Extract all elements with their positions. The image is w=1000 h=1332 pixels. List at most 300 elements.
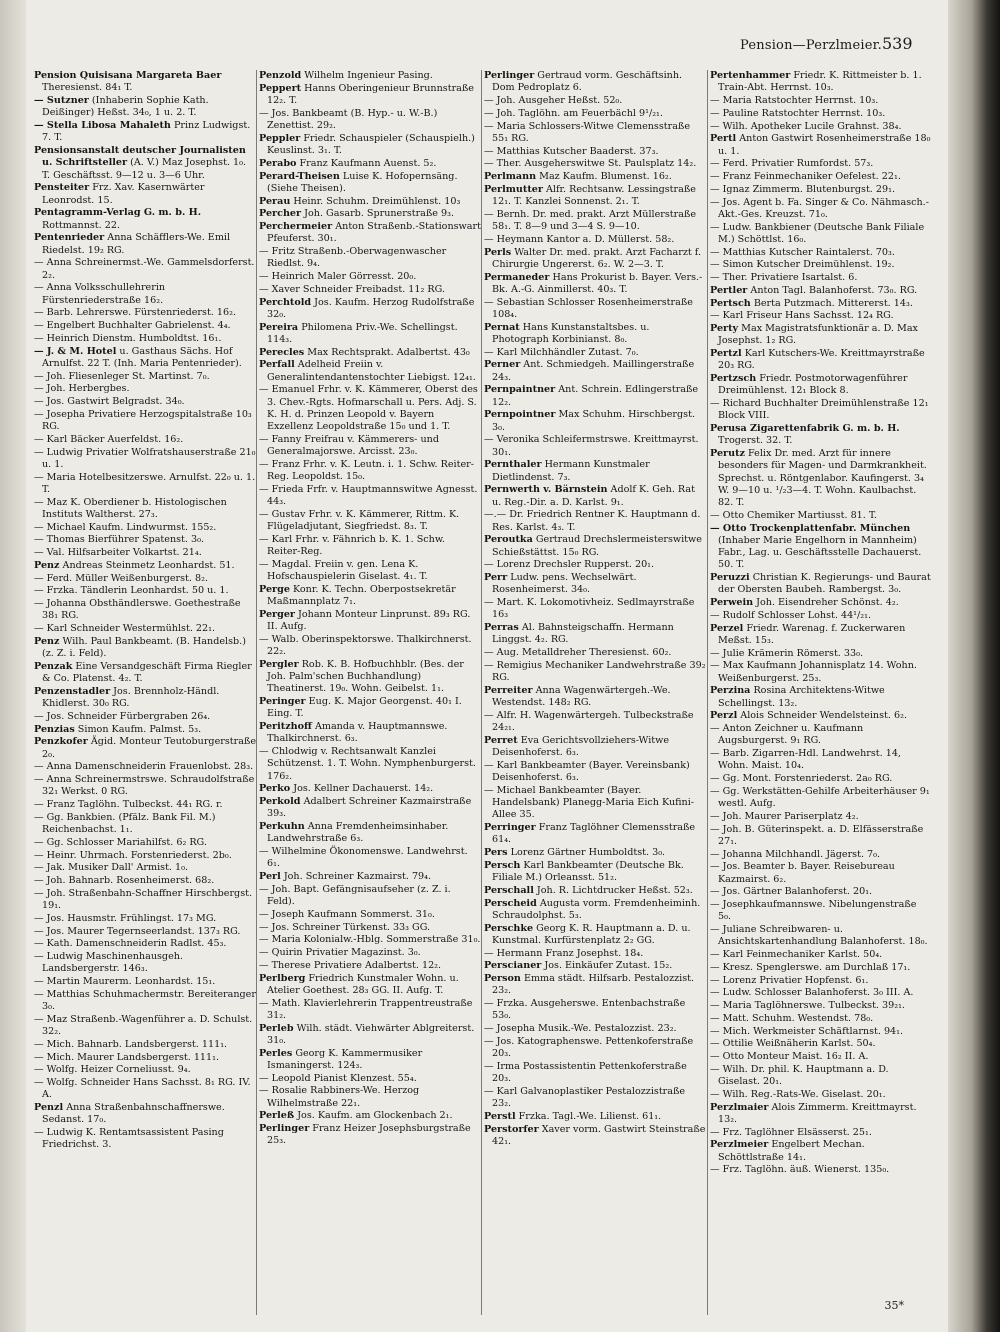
directory-entry [259,384,481,433]
entry-details: — Val. Hilfsarbeiter Volkartst. 21₄. [34,547,202,558]
directory-entry [484,760,706,785]
directory-entry [34,1064,256,1076]
entry-details: Anton Gastwirt Rosenheimerstraße 18₀ u. 1. [718,133,931,157]
entry-details: — Gg. Bankbien. (Pfälz. Bank Fil. M.) Reichenbachst. 1₁. [34,811,216,835]
entry-details: — Math. Klavierlehrerin Trappentreustraße 31₂. [259,997,473,1021]
directory-entry [259,1073,481,1085]
entry-details: — Joseph Kaufmann Sommerst. 31₀. [259,908,435,920]
directory-entry [34,320,256,332]
entry-details: — Joh. Ausgeher Heßst. 52₀. [484,95,623,106]
page-header [740,34,920,64]
entry-details: — Jos. Katographenswe. Pettenkoferstraße 20₃. [484,1035,694,1059]
directory-entry [484,822,706,847]
entry-details: Theresienst. 84₁ T. [42,82,133,94]
entry-details: — Josepha Privatiere Herzogspitalstraße 10₃ RG. [34,408,252,432]
entry-details: Ägid. Monteur Teutoburgerstraße 2₀. [42,736,256,760]
entry-details: — Pauline Ratstochter Herrnst. 10₃. [710,107,886,119]
entry-details: — Alfr. H. Wagenwärtergeh. Tulbeckstraße 24₂₁. [484,709,694,733]
entry-details: Ant. Schmiedgeh. Maillingerstraße 24₃. [492,359,695,383]
directory-entry [259,246,481,271]
directory-entry [34,976,256,988]
entry-name: Peroutka [484,534,533,546]
entry-details: Joh. Eisendreher Schönst. 4₂. [753,597,899,608]
entry-name: Perringer [484,822,536,833]
directory-entry [484,409,706,434]
entry-details: — Maria Schlossers-Witwe Clemensstraße 55₁ RG. [484,120,691,144]
entry-name: Perleb [259,1022,294,1034]
directory-entry [34,989,256,1014]
entry-details: Hanns Oberingenieur Brunnstraße 12₂. T. [267,82,474,106]
directory-entry [34,938,256,950]
directory-entry [259,947,481,959]
directory-entry [710,70,932,95]
entry-details: Wilhelm Ingenieur Pasing. [301,70,433,81]
directory-entry [710,597,932,609]
entry-name: Pertler [710,284,748,296]
directory-entry [259,934,481,946]
directory-entry [259,459,481,484]
entry-details: Friedrich Kunstmaler Wohn. u. Atelier Goethest. 28₃ GG. II. Aufg. T. [267,972,459,996]
directory-entry [484,572,706,597]
entry-details: — Lorenz Drechsler Rupperst. 20₁. [484,559,655,571]
entry-name: Pentenrieder [34,232,105,244]
entry-details: — Fanny Freifrau v. Kämmerers- und Generalmajorswe. Arcisst. 23₀. [259,433,439,457]
entry-details: — Matthias Schuhmachermstr. Bereiteranger 3₀. [34,988,256,1012]
directory-entry [484,234,706,246]
directory-entry [34,409,256,434]
entry-details: — Kresz. Spenglerswe. am Durchlaß 17₁. [710,961,911,973]
entry-details: — Lorenz Privatier Hopfenst. 6₁. [710,974,869,986]
entry-details: Amanda v. Hauptmannswe. Thalkirchnerst. 6₃. [267,721,448,745]
entry-name: Pernat [484,321,520,333]
directory-entry [259,909,481,921]
entry-details: — Hermann Franz Josephst. 18₄. [484,947,644,959]
entry-details: Karl Kutschers-We. Kreittmayrstraße 20₃ RG. [718,348,925,372]
entry-details: — Richard Buchhalter Dreimühlenstraße 12₁ Block VIII. [710,398,929,422]
directory-entry [710,323,932,348]
directory-entry [34,686,256,711]
directory-entry [484,1061,706,1086]
directory-entry [484,785,706,822]
directory-entry [259,559,481,584]
entry-details: (Inhaber Marie Engelhorn in Mannheim) Fabr., Lag. u. Geschäftsstelle Dachauerst. 50. T. [718,534,922,571]
entry-details: Christian K. Regierungs- und Baurat der Obersten Baubeh. Rambergst. 3₀. [718,572,931,596]
entry-details: Engelbert Mechan. Schöttlstraße 14₁. [718,1139,865,1163]
directory-entry [259,584,481,609]
directory-entry [34,661,256,686]
entry-details: Ant. Schrein. Edlingerstraße 12₂. [492,384,699,408]
directory-entry [484,860,706,885]
entry-name: Perstorfer [484,1123,539,1135]
entry-name: Pertenhammer [710,70,791,81]
entry-details: Franz Kaufmann Auenst. 5₂. [296,157,437,169]
entry-details: Hermann Kunstmaler Dietlindenst. 7₃. [492,459,650,483]
entry-name: Perusa Zigarettenfabrik G. m. b. H. [710,423,900,434]
entry-details: — Thomas Bierführer Spatenst. 3₀. [34,534,204,546]
directory-entry [259,322,481,347]
entry-name: Perlmann [484,171,537,182]
entry-details: — Joh. Fliesenleger St. Martinst. 7₀. [34,370,210,382]
directory-entry [710,1139,932,1164]
entry-details: — Gg. Mont. Forstenriederst. 2a₀ RG. [710,773,893,784]
directory-entry [484,384,706,409]
entry-details: Alois Schneider Wendelsteinst. 6₂. [737,710,907,722]
directory-entry [710,222,932,247]
directory-entry [34,1052,256,1064]
directory-entry [710,1038,932,1050]
directory-entry [710,1164,932,1176]
entry-details: Rottmannst. 22. [42,219,121,231]
entry-details: — Jos. Maurer Tegernseerlandst. 137₃ RG. [34,925,241,937]
entry-details: — Josepha Musik.-We. Pestalozzist. 23₂. [484,1023,677,1034]
directory-entry [710,685,932,710]
directory-entry [484,998,706,1023]
entry-details: — Maria Hotelbesitzerswe. Arnulfst. 22₀ u. 1. T. [34,471,256,495]
directory-entry [484,973,706,998]
entry-details: Wilh. städt. Viehwärter Ablgreiterst. 31₀. [267,1022,475,1046]
directory-entry [34,534,256,546]
directory-entry [484,735,706,760]
entry-details: Eva Gerichtsvollziehers-Witwe Deisenhoferst. 6₃. [492,734,670,758]
entry-details: — Joh. Bahnarb. Rosenheimerst. 68₂. [34,875,215,886]
entry-details: Walter Dr. med. prakt. Arzt Facharzt f. Chirurgie Ungererst. 6₂. W. 2—3. T. [492,246,702,270]
directory-entry [710,448,932,509]
entry-details: — Jos. Gastwirt Belgradst. 34₀. [34,396,185,407]
entry-details: — Frz. Taglöhner Elsässerst. 25₁. [710,1126,872,1138]
entry-name: Pertzl [710,348,742,359]
entry-details: — Kath. Damenschneiderin Radlst. 45₃. [34,938,227,950]
entry-details: — Barb. Zigarren-Hdl. Landwehrst. 14, Wohn. Maist. 10₄. [710,748,901,772]
directory-entry [34,472,256,497]
directory-entry [484,121,706,146]
directory-entry [710,171,932,183]
directory-entry [34,383,256,395]
entry-details: — Wolfg. Schneider Hans Sachsst. 8₁ RG. IV. A. [34,1077,251,1101]
entry-details: — Martin Maurerm. Leonhardst. 15₁. [34,976,216,987]
entry-name: Perge [259,583,290,595]
directory-entry [34,875,256,887]
entry-name: — Stella Libosa Mahaleth [34,120,171,131]
directory-entry [34,711,256,723]
entry-name: Perzlmeier [710,1139,769,1151]
entry-details: — Ludwig K. Rentamtsassistent Pasing Friedrichst. 3. [34,1127,224,1151]
directory-entry [34,724,256,736]
directory-entry [710,710,932,722]
directory-entry [34,232,256,257]
directory-entry [484,685,706,710]
entry-details: Prinz Ludwigst. 7. T. [42,120,251,144]
entry-details: — Otto Monteur Maist. 16₂ II. A. [710,1051,869,1062]
directory-entry [34,636,256,661]
entry-name: Perret [484,734,518,746]
entry-details: —.— Dr. Friedrich Rentner K. Hauptmann d. Res. Karlst. 4₃. T. [484,509,701,533]
directory-entry [259,359,481,384]
entry-details: — Anna Schreinermst.-We. Gammelsdorferst. 2₂. [34,257,255,281]
entry-name: Person [484,973,521,984]
entry-details: — Maz Straßenb.-Wagenführer a. D. Schulst. 32₂. [34,1013,253,1037]
entry-details: — Jos. Schneider Fürbergraben 26₄. [34,710,211,722]
entry-details: — Juliane Schreibwaren- u. Ansichtskartenhandlung Balanhoferst. 18₀. [710,924,928,948]
entry-name: Perutz [710,448,745,459]
entry-details: Andreas Steinmetz Leonhardst. 51. [59,559,235,571]
entry-details: — Maria Kolonialw.-Hblg. Sommerstraße 31₀. [259,934,481,946]
entry-details: Xaver vorm. Gastwirt Steinstraße 42₁. [492,1123,706,1147]
entry-details: Simon Kaufm. Palmst. 5₃. [74,723,202,735]
directory-entry [34,396,256,408]
entry-details: Alfr. Rechtsanw. Lessingstraße 12₁. T. Kanzlei Sonnenst. 2₁. T. [492,183,696,207]
directory-entry [34,333,256,345]
entry-name: Perreiter [484,684,533,696]
entry-details: Philomena Priv.-We. Schellingst. 114₃. [267,321,458,345]
entry-details: — Remigius Mechaniker Landwehrstraße 39₂ RG. [484,659,706,683]
directory-entry [259,871,481,883]
entry-details: Gertraud vorm. Geschäftsinh. Dom Pedroplatz 6. [492,70,683,94]
entry-details: — Rudolf Schlosser Lohst. 44¹/₂₁. [710,609,871,621]
entry-details: Luise K. Hofopernsäng. (Siehe Theisen). [267,170,458,194]
entry-details: — Frzka. Ausgeherswe. Entenbachstraße 53₀. [484,998,686,1022]
entry-details: — Simon Kutscher Dreimühlenst. 19₂. [710,259,895,271]
entry-details: — Ludw. Bankbiener (Deutsche Bank Filiale M.) Schöttlst. 16₀. [710,221,925,245]
entry-name: Perzl [710,710,738,722]
entry-name: Perstl [484,1110,516,1122]
directory-entry [34,497,256,522]
directory-entry [34,1039,256,1051]
entry-details: — Ludwig Privatier Wolfratshauserstraße 21₀ u. 1. [34,446,256,470]
directory-entry [259,922,481,934]
directory-entry [484,108,706,120]
entry-name: Peruzzi [710,572,750,583]
column-3 [484,70,706,1325]
directory-entry [484,885,706,897]
entry-details: Anna Wagenwärtergeh.-We. Westendst. 148₂ RG. [492,684,671,708]
entry-details: Jos. Brennholz-Händl. Khidlerst. 30₀ RG. [42,685,220,709]
entry-details: — Rosalie Rabbiners-We. Herzog Wilhelmstraße 22₁. [259,1085,420,1109]
entry-details: — Joh. Straßenbahn-Schaffner Hirschbergst. 19₁. [34,887,253,911]
entry-details: — Joh. Herbergbes. [34,383,130,395]
entry-name: Perlmutter [484,183,543,195]
directory-entry [710,899,932,924]
entry-details: — Ferd. Privatier Rumfordst. 57₃. [710,158,874,170]
entry-name: Perlberg [259,972,306,984]
entry-details: Berta Putzmach. Mittererst. 14₃. [750,297,913,309]
directory-entry [34,736,256,761]
entry-details: Adolf K. Geh. Rat u. Reg.-Dir. a. D. Karlst. 9₁. [492,484,695,508]
directory-entry [34,862,256,874]
entry-name: Pernthaler [484,459,542,471]
entry-details: Jos. Kaufm. am Glockenbach 2₁. [294,1110,453,1122]
entry-name: Persch [484,859,521,871]
directory-entry [484,434,706,459]
directory-entry [710,773,932,785]
directory-entry [259,83,481,108]
directory-entry [484,923,706,948]
directory-entry [34,623,256,635]
directory-entry [710,510,932,522]
entry-details: — Wilh. Dr. phil. K. Hauptmann a. D. Giselast. 20₁. [710,1063,889,1087]
entry-details: — Therese Privatiere Adalbertst. 12₂. [259,959,442,971]
entry-name: Perlinger [484,70,535,81]
entry-name: Penzold [259,70,302,81]
directory-entry [259,434,481,459]
directory-entry [259,973,481,998]
directory-entry [710,572,932,597]
entry-name: Penzias [34,723,75,735]
entry-details: — Matthias Kutscher Baaderst. 37₃. [484,145,659,157]
directory-entry [484,184,706,209]
entry-name: Pertsch [710,297,751,309]
directory-entry [34,257,256,282]
page-number: 539 [882,34,913,53]
entry-details: — Frzka. Tändlerin Leonhardst. 50 u. 1. [34,585,229,597]
directory-entry [484,948,706,960]
entry-details: — Heinrich Maler Görresst. 20₀. [259,271,417,282]
entry-name: Penz [34,559,60,571]
entry-details: — Julie Krämerin Römerst. 33₀. [710,647,864,659]
entry-details: — Walb. Oberinspektorswe. Thalkirchnerst. 22₂. [259,633,472,657]
directory-entry [259,1048,481,1073]
directory-entry [34,282,256,307]
entry-details: Emma städt. Hilfsarb. Pestalozzist. 23₂. [492,973,695,997]
entry-details: Rob. K. B. Hofbuchhblr. (Bes. der Joh. Palm'schen Buchhandlung) Theatinerst. 19₀. Wohn. Geibelst. 1₁. [267,658,464,695]
entry-details: Al. Bahnsteigschaffn. Hermann Linggst. 4₂. RG. [492,622,674,646]
entry-details: Georg K. Kammermusiker Ismaningerst. 124₃. [267,1047,423,1071]
directory-entry [484,960,706,972]
directory-entry [34,346,256,371]
entry-name: Perger [259,608,295,620]
entry-details: — Anna Schreinermstrswe. Schraudolfstraße 32₁ Werkst. 0 RG. [34,774,255,798]
entry-name: Pensionsanstalt deutscher Journalisten u. Schriftsteller [34,145,246,169]
directory-entry [710,975,932,987]
entry-details: — Joh. Taglöhn. am Feuerbächl 9¹/₂₁. [484,107,663,119]
entry-details: — Max Kaufmann Johannisplatz 14. Wohn. Weißenburgerst. 25₃. [710,660,917,684]
directory-entry [710,133,932,158]
entry-details: Max Schuhm. Hirschbergst. 3₀. [492,409,695,433]
entry-name: Perlinger [259,1123,310,1134]
directory-entry [484,509,706,534]
directory-entry [259,534,481,559]
entry-name: Perl [259,871,281,882]
entry-details: Maz Kaufm. Blumenst. 16₂. [536,171,672,182]
entry-details: — Gg. Werkstätten-Gehilfe Arbeiterhäuser 9₁ westl. Aufg. [710,785,930,809]
entry-details: — Maria Ratstochter Herrnst. 10₃. [710,95,879,106]
directory-entry [484,158,706,170]
entry-name: Perchtold [259,296,312,308]
entry-name: Pertzsch [710,373,757,384]
directory-entry [259,158,481,170]
entry-name: Perchermeier [259,221,333,232]
directory-entry [710,121,932,133]
directory-entry [710,861,932,886]
entry-name: Perras [484,622,519,633]
directory-entry [34,888,256,913]
directory-entry [34,307,256,319]
entry-details: — Karl Bäcker Auerfeldst. 16₂. [34,433,184,445]
directory-entry [34,1077,256,1102]
directory-entry [34,145,256,182]
column-divider [481,70,482,1315]
entry-details: — Matt. Schuhm. Westendst. 78₀. [710,1012,874,1024]
entry-details: — Irma Postassistentin Pettenkoferstraße 20₃. [484,1060,687,1084]
entry-details: — Aug. Metalldreher Theresienst. 60₂. [484,647,672,658]
binding-edge [0,0,26,1332]
entry-details: — Heinr. Uhrmach. Forstenriederst. 2b₀. [34,849,232,861]
entry-details: — Johanna Obsthändlerswe. Goethestraße 38₁ RG. [34,598,241,622]
entry-name: Perfall [259,359,295,371]
directory-entry [484,171,706,183]
directory-entry [710,310,932,322]
directory-entry [710,272,932,284]
directory-entry [259,609,481,634]
entry-details: — Karl Feinmechaniker Karlst. 50₄. [710,949,883,960]
directory-entry [34,774,256,799]
entry-details: — Leopold Pianist Klenzest. 55₄. [259,1072,417,1084]
directory-entry [34,573,256,585]
directory-entry [710,158,932,170]
directory-entry [710,523,932,572]
directory-entry [259,509,481,534]
entry-details: — Barb. Lehrerswe. Fürstenriederst. 16₂. [34,307,237,319]
entry-details: — Mich. Maurer Landsbergerst. 111₁. [34,1051,220,1063]
directory-entry [710,849,932,861]
entry-name: Pergler [259,658,299,670]
entry-details: — Ludwig Maschinenhausgeh. Landsbergerstr. 146₃. [34,951,183,975]
directory-entry [484,534,706,559]
entry-details: — Chlodwig v. Rechtsanwalt Kanzlei Schützenst. 1. T. Wohn. Nymphenburgerst. 176₂. [259,746,476,782]
directory-entry [34,70,256,95]
entry-name: Pentagramm-Verlag G. m. b. H. [34,207,202,219]
directory-entry [710,924,932,949]
directory-entry [484,1124,706,1149]
entry-details: Adelheid Freiin v. Generalintendantenstochter Liebigst. 12₄₁. [267,359,476,383]
entry-details: Friedr. Schauspieler (Schauspielh.) Keuslinst. 3₁. T. [267,132,475,156]
directory-entry [710,660,932,685]
entry-name: Percher [259,208,302,220]
entry-name: Perty [710,323,739,334]
entry-name: Perzlmaier [710,1101,769,1113]
directory-entry [259,998,481,1023]
directory-entry [710,962,932,974]
directory-entry [710,285,932,297]
directory-entry [710,1013,932,1025]
page-fore-edge [948,0,1000,1332]
entry-name: Perls [484,246,512,258]
directory-entry [484,1086,706,1111]
entry-details: — Wilh. Reg.-Rats-We. Giselast. 20₁. [710,1088,886,1100]
entry-details: Anton Tagl. Balanhoferst. 73₀. RG. [747,284,918,296]
directory-entry [710,623,932,648]
entry-details: Friedr. K. Rittmeister b. 1. Train-Abt. Herrnst. 10₃. [718,70,922,94]
directory-entry [710,95,932,107]
entry-details: — Jos. Beamter b. Bayer. Reisebureau Kazmairst. 6₂. [710,861,895,885]
running-title: Pension—Perzlmeier. [740,38,882,53]
entry-details: — Karl Friseur Hans Sachsst. 12₄ RG. [710,310,894,322]
entry-details: Hans Kunstanstaltsbes. u. Photograph Korbinianst. 8₀. [492,321,650,345]
directory-entry [710,723,932,748]
entry-details: — Veronika Schleifermstrswe. Kreittmayrst. 30₁. [484,434,699,458]
directory-entry [259,196,481,208]
entry-details: — Wilhelmine Ökonomenswe. Landwehrst. 6₁. [259,846,468,870]
entry-details: — Karl Frhr. v. Fähnrich b. K. 1. Schw. Reiter-Reg. [259,533,445,557]
directory-entry [710,348,932,373]
directory-entry [34,182,256,207]
entry-name: Perscianer [484,960,542,972]
entry-name: Pensteiter [34,182,90,194]
directory-entry [34,120,256,145]
directory-entry [710,298,932,310]
directory-entry [710,1064,932,1089]
directory-entry [484,297,706,322]
entry-details: Eug. K. Major Georgenst. 40₁ I. Eing. T. [267,696,462,720]
